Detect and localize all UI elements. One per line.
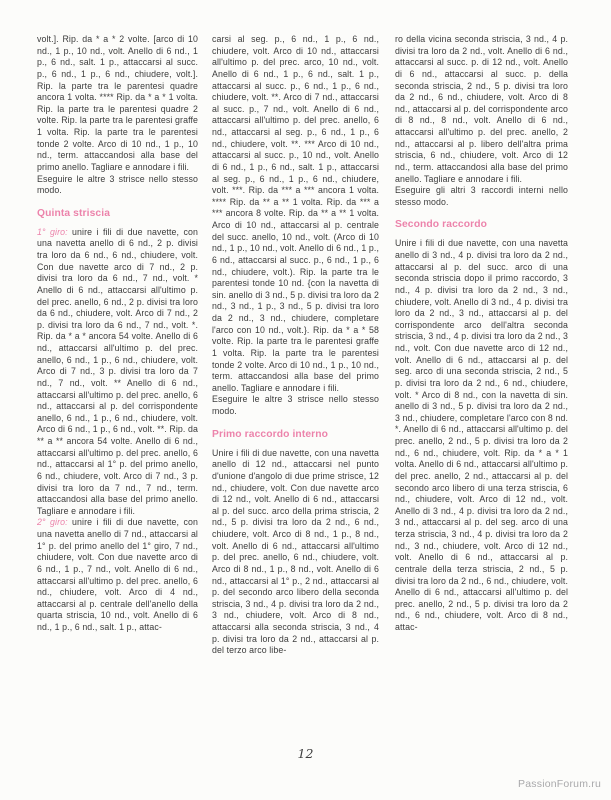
pattern-paragraph-continuation: ro della vicina seconda striscia, 3 nd., 4 p. divisi tra loro da 2 nd., volt. Anello di 6 nd., attaccarsi al succ. p. di 12 nd., volt. Anello di 6 nd., attaccarsi al succ. p. della seconda striscia, 2 nd., 5 p. divisi tra loro da 2 nd., 6 nd., chiudere, volt. Arco di 8 nd., attaccarsi al p. del corrispondente arco di 8 nd., 8 nd., volt. Anello di 6 nd., attaccarsi all'ultimo p. del prec. anello, 2 nd., attaccarsi al p. libero dell'altra prima striscia, 6 nd., chiudere, volt. Arco di 12 nd., term. attaccandosi alla base del primo anello. Tagliare e annodare i fili.	[395, 34, 568, 184]
pattern-paragraph-closing: Eseguire le altre 3 strisce nello stesso modo.	[212, 394, 379, 416]
pattern-paragraph-giro2	[37, 517, 198, 633]
pattern-paragraph-giro1	[37, 227, 198, 518]
pattern-paragraph-continuation: volt.]. Rip. da * a * 2 volte. [arco di 10 nd., 1 p., 10 nd., volt. Anello di 6 nd., 1 p., 6 nd., salt. 1 p., attaccarsi al succ. p., 6 nd., 1 p., 6 nd., chiudere, volt.]. Rip. la parte tra le parentesi quadre ancora 1 volta. **** Rip. da * a * 1 volta. Rip. la parte tra le parentesi quadre 2 volte. Rip. la parte tra le parentesi graffe 1 volta. Rip. la parte tra le parentesi tonde 2 volte. Arco di 10 nd., 1 p., 10 nd., term. attaccandosi alla base del primo anello. Tagliare e annodare i fili.	[37, 34, 198, 172]
pattern-paragraph-closing: Eseguire le altre 3 strisce nello stesso modo.	[37, 173, 198, 196]
pattern-paragraph-closing: Eseguire gli altri 3 raccordi interni nello stesso modo.	[395, 185, 568, 207]
section-heading-primo-raccordo-interno: Primo raccordo interno	[212, 428, 329, 440]
text-column-3	[395, 34, 568, 750]
giro1-text: unire i fili di due navette, con una navetta anello di 6 nd., 2 p. divisi tra loro da 6 nd., 6 nd., chiudere, volt. Con due navette arco di 7 nd., 2 p. divisi tra loro da 6 nd., 7 nd., volt. * Anello di 6 nd., attaccarsi all'ultimo p. del prec. anello, 6 nd., 2 p. divisi tra loro da 6 nd., chiudere, volt. Arco di 7 nd., 2 p. divisi tra loro da 6 nd., 7 nd., volt. *. Rip. da * a * ancora 54 volte. Anello di 6 nd., attaccarsi all'ultimo p. del prec. anello, 6 nd., 1 p., 6 nd., chiudere, volt. Arco di 7 nd., 3 p. divisi tra loro da 7 nd., 7 nd., volt. ** Anello di 6 nd., attaccarsi all'ultimo p. del prec. anello, 6 nd., attaccarsi al p. del corrispondente anello, 6 nd., 1 p., 6 nd., chiudere, volt. Arco di 6 nd., 1 p., 6 nd., volt. **. Rip. da ** a ** ancora 54 volte. Anello di 6 nd., attaccarsi all'ultimo p. del prec. anello, 6 nd., attaccarsi al 1° p. del primo anello, 6 nd., chiudere, volt. Arco di 7 nd., 3 p. divisi tra loro da 7 nd., 7 nd., term. attaccandosi alla base del primo anello. Tagliare e annodare i fili.	[37, 226, 198, 516]
section-heading-secondo-raccordo: Secondo raccordo	[395, 219, 488, 231]
giro2-text: unire i fili di due navette, con una navetta anello di 7 nd., attaccarsi al 1° p. del primo anello del 1° giro, 7 nd., chiudere, volt. Con due navette arco di 6 nd., 1 p., 7 nd., volt. Anello di 6 nd., attaccarsi all'ultimo p. del prec. anello, 6 nd., chiudere, volt. Arco di 4 nd., attaccarsi al p. centrale dell'anello della quarta striscia, 10 nd., volt. Anello di 6 nd., 1 p., 6 nd., salt. 1 p., attac-	[37, 517, 198, 632]
page-number: 12	[297, 746, 314, 761]
giro2-label: 2° giro:	[37, 517, 68, 528]
section-heading-quinta-striscia: Quinta striscia	[37, 207, 111, 219]
text-column-2	[212, 34, 379, 750]
pattern-paragraph-body: Unire i fili di due navette, con una navetta anello di 3 nd., 4 p. divisi tra loro da 2 nd., attaccarsi al p. del succ. arco di una seconda striscia dopo il primo raccordo, 3 nd., 4 p. divisi tra loro da 2 nd., 3 nd., chiudere, volt. Anello di 3 nd., 4 p. divisi tra loro da 2 nd., 3 nd., attaccarsi al p. del corrispondente arco dell'altra seconda striscia, 3 nd., 4 p. divisi tra loro da 2 nd., 3 nd., volt. Con due navette arco di 12 nd., volt. Anello di 6 nd., attaccarsi al p. del seg. arco di una seconda striscia, 2 nd., 5 p. divisi tra loro da 2 nd., 6 nd., chiudere, volt. * Arco di 8 nd., con la navetta di sin. anello di 3 nd., 5 p. divisi tra loro da 2 nd., 3 nd., chiudere, completare l'arco con 8 nd. *. Anello di 6 nd., attaccarsi all'ultimo p. del prec. anello, 2 nd., 5 p. divisi tra loro da 2 nd., 6 nd., chiudere, volt. Rip. da * a * 1 volta. Anello di 6 nd., attaccarsi all'ultimo p. del prec. anello, 2 nd., attaccarsi al p. del secondo arco libero di una terza striscia, 6 nd., chiudere, volt. Arco di 12 nd., volt. Anello di 3 nd., 4 p. divisi tra loro da 2 nd., 3 nd., attaccarsi al p. del seg. arco di una terza striscia, 3 nd., 4 p. divisi tra loro da 2 nd., 3 nd., chiudere, volt. Arco di 12 nd., volt. Anello di 6 nd., attaccarsi al p. centrale della terza striscia, 2 nd., 5 p. divisi tra loro da 2 nd., 6 nd., chiudere, volt. Anello di 6 nd., attaccarsi all'ultimo p. del prec. anello, 2 nd., 5 p. divisi tra loro da 2 nd., 6 nd., chiudere, volt. Arco di 8 nd., attac-	[395, 238, 568, 632]
pattern-paragraph-body: Unire i fili di due navette, con una navetta anello di 12 nd., attaccarsi nel punto d'unione d'angolo di due prime strisce, 12 nd., chiudere, volt. Con due navette arco di 12 nd., volt. Anello di 6 nd., attaccarsi al p. del succ. arco della prima striscia, 2 nd., 5 p. divisi tra loro da 2 nd., 6 nd., chiudere, volt. Arco di 8 nd., 1 p., 8 nd., volt. Anello di 6 nd., attaccarsi all'ultimo p. del prec. anello, 6 nd., chiudere, volt. Arco di 8 nd., 1 p., 8 nd., volt. Anello di 6 nd., attaccarsi al 1° p., 2 nd., attaccarsi al p. del secondo arco libero della seconda striscia, 3 nd., 4 p. divisi tra loro da 2 nd., 3 nd., chiudere, volt. Arco di 8 nd., attaccarsi alla seconda striscia, 3 nd., 4 p. divisi tra loro da 2 nd., attaccarsi al p. del terzo arco libe-	[212, 447, 379, 656]
watermark-text: PassionForum.ru	[518, 778, 601, 790]
giro1-label: 1° giro:	[37, 226, 68, 237]
pattern-paragraph-continuation: carsi al seg. p., 6 nd., 1 p., 6 nd., chiudere, volt. Arco di 10 nd., attaccarsi all'ultimo p. del prec. arco, 10 nd., volt. Anello di 6 nd., 1 p., 6 nd., salt. 1 p., attaccarsi al succ. p., 6 nd., 1 p., 6 nd., chiudere, volt. **. Arco di 7 nd., attaccarsi al succ. p., 7 nd., volt. Anello di 6 nd., attaccarsi all'ultimo p. del prec. anello, 6 nd., attaccarsi al seg. p., 6 nd., 1 p., 6 nd., chiudere, volt. **. *** Arco di 10 nd., attaccarsi al succ. p., 10 nd., volt. Anello di 6 nd., 1 p., 6 nd., salt. 1 p., attaccarsi al seg. p., 6 nd., 1 p., 6 nd., chiudere, volt. ***. Rip. da *** a *** ancora 1 volta. **** Rip. da ** a ** 1 volta. Rip. da *** a *** ancora 8 volte. Rip. da ** a ** 1 volta. Arco di 10 nd., attaccarsi al p. centrale del succ. anello, 10 nd., volt. (Arco di 10 nd., 1 p., 10 nd., volt. Anello di 6 nd., 1 p., 6 nd., attaccarsi al succ. p., 6 nd., 1 p., 6 nd., chiudere, volt.). Rip. la parte tra le parentesi tonde 10 nd. {con la navetta di sin. anello di 3 nd., 5 p. divisi tra loro da 2 nd., 3 nd., 1 p., 3 nd., 5 p. divisi tra loro da 2 nd., 3 nd., chiudere, completare l'arco con 10 nd., volt.}. Rip. da * a * 58 volte. Rip. la parte tra le parentesi graffe 1 volta. Rip. la parte tra le parentesi tonde 2 volte. Arco di 10 nd., 1 p., 10 nd., term. attaccandosi alla base del primo anello. Tagliare e annodare i fili.	[212, 34, 379, 393]
text-column-1	[37, 34, 198, 750]
